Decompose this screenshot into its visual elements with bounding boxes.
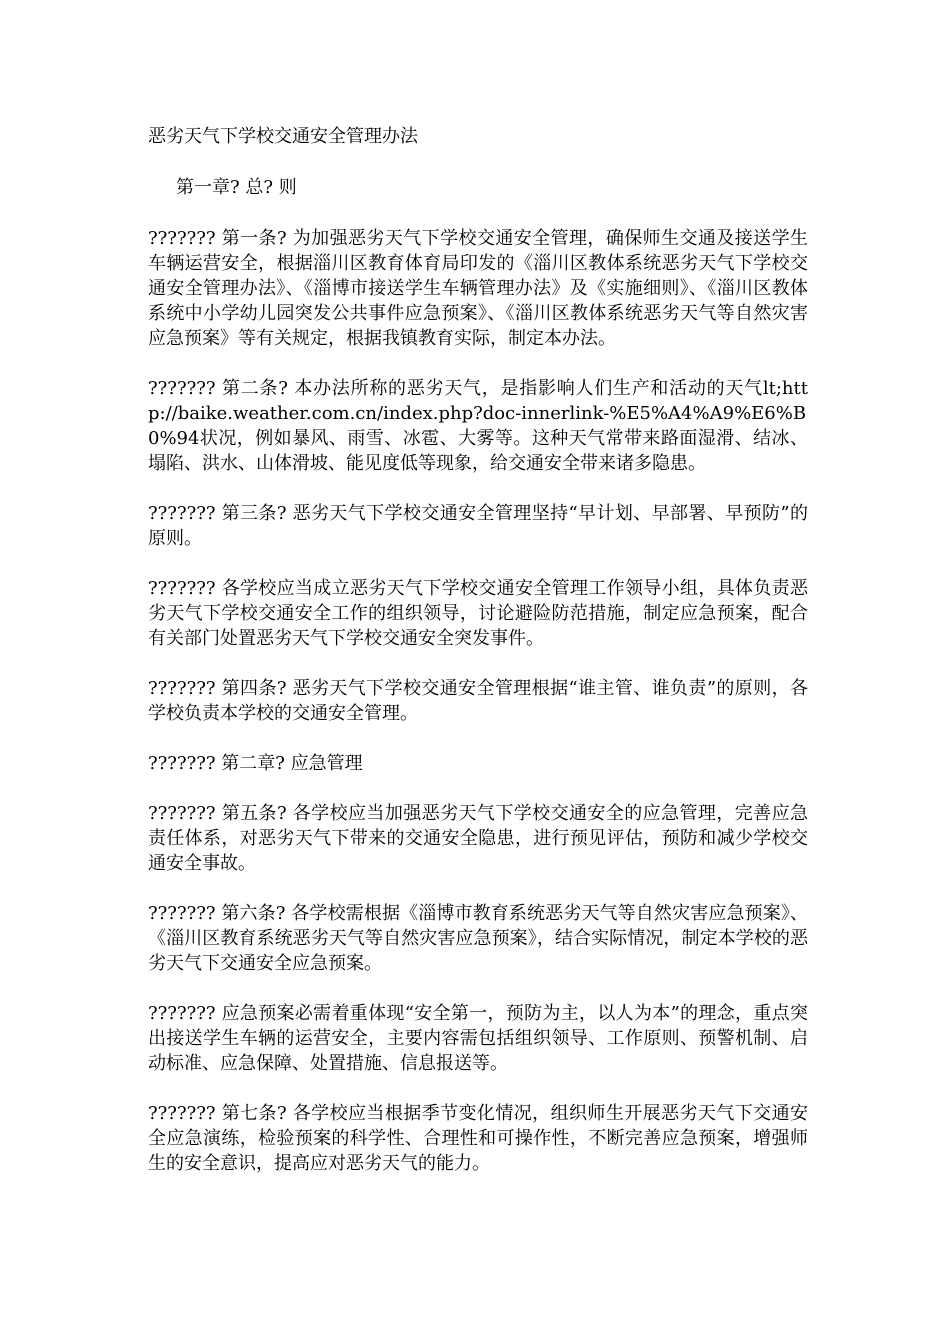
article-5-paragraph: ??????? 第五条? 各学校应当加强恶劣天气下学校交通安全的应急管理，完善应急责任体系，对恶劣天气下带来的交通安全隐患，进行预见评估，预防和减少学校交通安全事故。 (148, 803, 808, 874)
article-7-paragraph: ??????? 第七条? 各学校应当根据季节变化情况，组织师生开展恶劣天气下交通安全应急演练，检验预案的科学性、合理性和可操作性，不断完善应急预案，增强师生的安全意识，提高应对恶劣天气的能力。 (148, 1103, 808, 1174)
article-3-paragraph: ??????? 第三条? 恶劣天气下学校交通安全管理坚持“早计划、早部署、早预防”的原则。 (148, 503, 808, 549)
chapter-heading: 第一章? 总? 则 (176, 177, 297, 198)
article-2-paragraph: ??????? 第二条? 本办法所称的恶劣天气，是指影响人们生产和活动的天气lt;http://baike.weather.com.cn/index.php?doc-innerlink-%E5%A4%A9%E6%B0%94状况，例如暴风、雨雪、冰雹、大雾等。这种天气常带来路面湿滑、结冰、塌陷、洪水、山体滑坡、能见度低等现象，给交通安全带来诸多隐患。 (148, 378, 808, 474)
article-4-paragraph: ??????? 第四条? 恶劣天气下学校交通安全管理根据“谁主管、谁负责”的原则，各学校负责本学校的交通安全管理。 (148, 678, 808, 724)
article-6-paragraph: ??????? 第六条? 各学校需根据《淄博市教育系统恶劣天气等自然灾害应急预案》、《淄川区教育系统恶劣天气等自然灾害应急预案》，结合实际情况，制定本学校的恶劣天气下交通安全应急预案。 (148, 903, 808, 974)
chapter-2-heading: ??????? 第二章? 应急管理 (148, 753, 363, 774)
document-page (148, 124, 808, 1176)
document-title: 恶劣天气下学校交通安全管理办法 (148, 126, 418, 147)
emergency-plan-paragraph: ??????? 应急预案必需着重体现“安全第一，预防为主，以人为本”的理念，重点突出接送学生车辆的运营安全，主要内容需包括组织领导、工作原则、预警机制、启动标准、应急保障、处置措施、信息报送等。 (148, 1003, 808, 1074)
article-1-paragraph: ??????? 第一条? 为加强恶劣天气下学校交通安全管理，确保师生交通及接送学生车辆运营安全，根据淄川区教育体育局印发的《淄川区教体系统恶劣天气下学校交通安全管理办法》、《淄博市接送学生车辆管理办法》及《实施细则》、《淄川区教体系统中小学幼儿园突发公共事件应急预案》、《淄川区教体系统恶劣天气等自然灾害应急预案》等有关规定，根据我镇教育实际，制定本办法。 (148, 228, 808, 349)
leadership-group-paragraph: ??????? 各学校应当成立恶劣天气下学校交通安全管理工作领导小组，具体负责恶劣天气下学校交通安全工作的组织领导，讨论避险防范措施，制定应急预案，配合有关部门处置恶劣天气下学校交通安全突发事件。 (148, 578, 808, 649)
